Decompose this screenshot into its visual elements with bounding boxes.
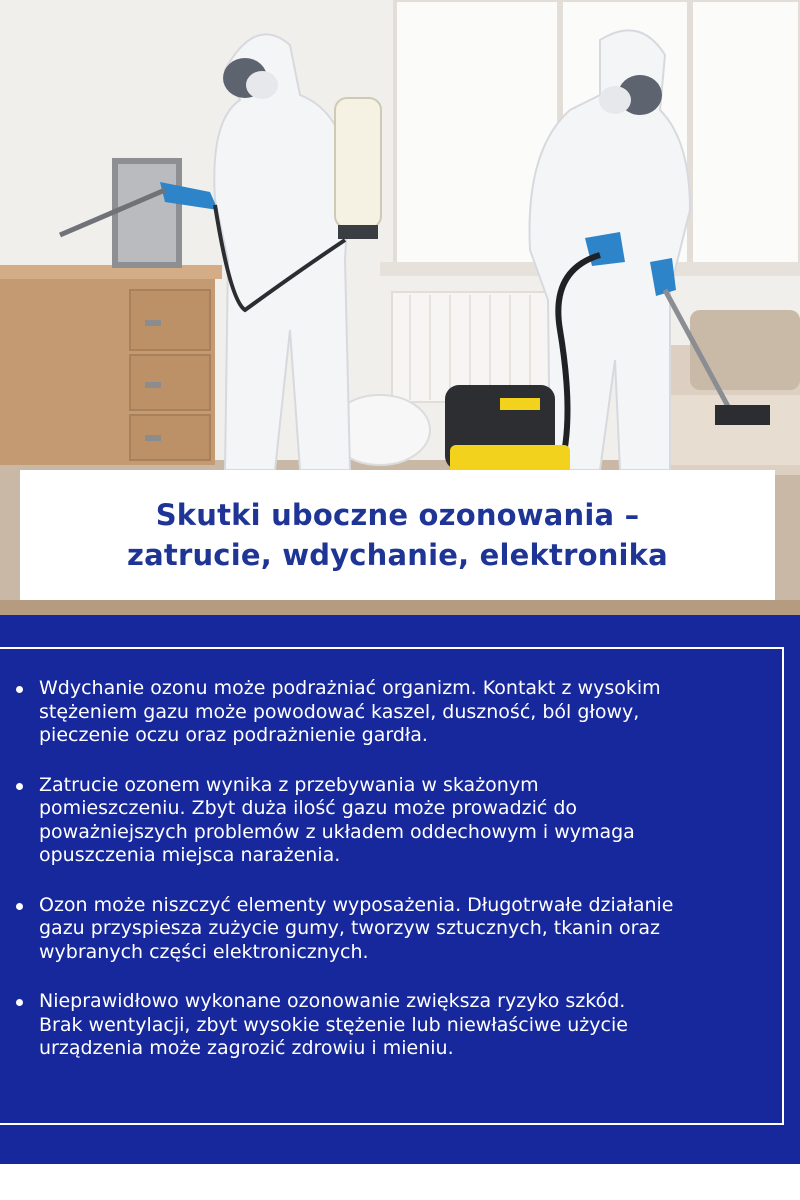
list-item-line: Zatrucie ozonem wynika z przebywania w skażonym <box>39 773 539 796</box>
page-title-line-1: Skutki uboczne ozonowania – <box>155 498 640 532</box>
list-item <box>14 677 784 748</box>
list-item-line: opuszczenia miejsca narażenia. <box>39 844 341 866</box>
list-item <box>14 774 784 868</box>
list-item <box>14 990 784 1061</box>
list-item-line: pieczenie oczu oraz podrażnienie gardła. <box>39 724 428 746</box>
list-item-line: Brak wentylacji, zbyt wysokie stężenie lub niewłaściwe użycie <box>39 1013 628 1036</box>
bullet-dot-icon <box>16 999 23 1006</box>
page-title-line-2: zatrucie, wdychanie, elektronika <box>127 538 668 572</box>
list-item <box>14 894 784 965</box>
list-item-line: wybranych części elektronicznych. <box>39 940 369 963</box>
bullet-dot-icon <box>16 903 23 910</box>
list-item-line: pomieszczeniu. Zbyt duża ilość gazu może prowadzić do <box>39 797 578 819</box>
list-item-line: Wdychanie ozonu może podrażniać organizm. Kontakt z wysokim <box>39 677 661 699</box>
bullet-list <box>14 677 784 1087</box>
list-item-line: stężeniem gazu może powodować kaszel, duszność, ból głowy, <box>39 700 640 723</box>
list-item-line: urządzenia może zagrozić zdrowiu i mieniu. <box>39 1037 454 1059</box>
list-item-line: poważniejszych problemów z układem oddechowym i wymaga <box>39 820 635 843</box>
title-card <box>20 470 775 600</box>
list-item-line: gazu przyspiesza zużycie gumy, tworzyw sztucznych, tkanin oraz <box>39 917 661 939</box>
list-item-line: Ozon może niszczyć elementy wyposażenia. Długotrwałe działanie <box>39 893 674 916</box>
bullet-dot-icon <box>16 783 23 790</box>
bullet-dot-icon <box>16 686 23 693</box>
list-item-line: Nieprawidłowo wykonane ozonowanie zwiększa ryzyko szkód. <box>39 990 626 1012</box>
